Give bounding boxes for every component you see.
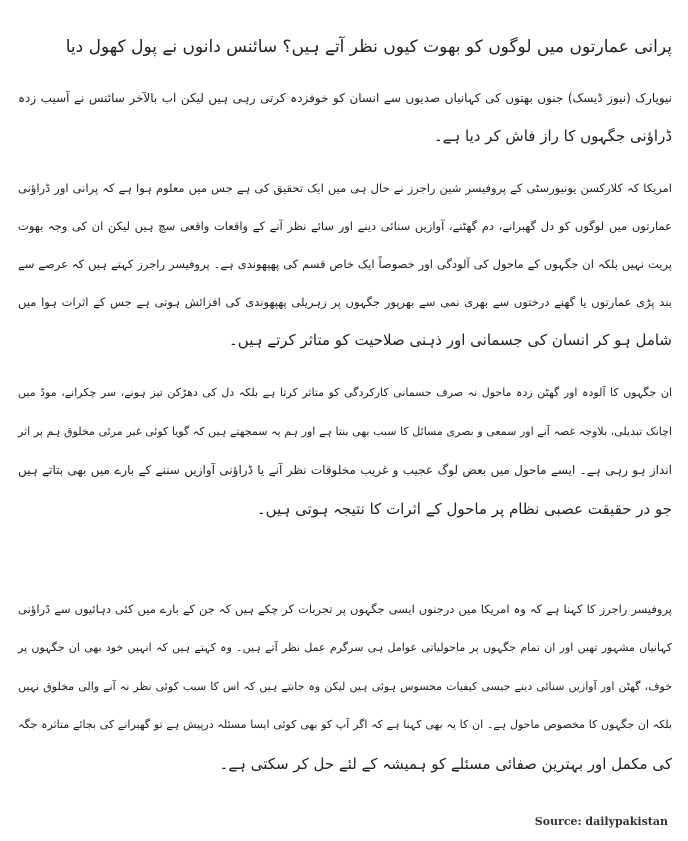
paragraph-1-line: ڈراؤنی جگہوں کا راز فاش کر دیا ہے۔ <box>433 127 672 145</box>
paragraph-2-line: امریکا کہ کلارکسن یونیورسٹی کے پروفیسر شین راجرز نے حال ہی میں ایک تحقیق کی ہے جس میں معلوم ہوا ہے کہ پرانی اور ڈراؤنی <box>18 181 672 195</box>
paragraph-4-line: بلکہ ان جگہوں کا مخصوص ماحول ہے۔ ان کا یہ بھی کہنا ہے کہ اگر آپ کو بھی کوئی ایسا مسئلہ درپیش ہے تو گھبرانے کی بجائے متاثرہ جگہ <box>18 718 672 731</box>
paragraph-2-line: پریت نہیں بلکہ ان جگہوں کے ماحول کی آلودگی اور خصوصاً ایک خاص قسم کی پھپھوندی ہے۔ پروفیسر راجرز کہتے ہیں کہ عرصے سے <box>18 257 672 271</box>
paragraph-4-line: کہانیاں مشہور تھیں اور ان تمام جگہوں پر ماحولیاتی عوامل ہی سرگرم عمل نظر آتے ہیں۔ وہ کہتے ہیں کہ انہیں خود بھی ان جگہوں پر <box>18 641 672 654</box>
paragraph-4-line: کی مکمل اور بہترین صفائی مسئلے کو ہمیشہ کے لئے حل کر سکتی ہے۔ <box>219 755 672 773</box>
paragraph-2-line: بند پڑی عمارتوں یا گھنے درختوں سے بھری نمی سے بھرپور جگہوں پر زہریلی پھپھوندی کی افزائش ہوتی ہے جس کے اثرات ہوا میں <box>18 295 672 309</box>
paragraph-1-line: نیویارک (نیوز ڈیسک) جنوں بھتوں کی کہانیاں صدیوں سے انسان کو خوفزدہ کرتی رہی ہیں لیکن اب بالآخر سائنس نے آسیب زدہ <box>18 91 672 105</box>
paragraph-2-line: عمارتوں میں لوگوں کو دل گھبرانے، دم گھٹنے، آوازیں سنائی دینے اور سائے نظر آنے کے واقعات واقعی سچ ہیں لیکن ان کی وجہ بھوت <box>18 219 672 233</box>
paragraph-4-line: خوف، گھٹن اور آوازیں سنائی دینے جیسی کیفیات محسوس ہوئی ہیں لیکن وہ جانتے ہیں کہ اس کا سبب کوئی نظر نہ آنے والی مخلوق نہیں <box>18 680 672 693</box>
paragraph-3-line: انداز ہو رہی ہے۔ ایسے ماحول میں بعض لوگ عجیب و غریب مخلوقات نظر آنے یا ڈراؤنی آوازیں سننے کے بارے میں بھی بتاتے ہیں <box>18 463 672 477</box>
article-title: پرانی عمارتوں میں لوگوں کو بھوت کیوں نظر آتے ہیں؟ سائنس دانوں نے پول کھول دیا <box>65 37 672 57</box>
source-credit: Source: dailypakistan <box>534 815 668 828</box>
paragraph-3-line: ان جگہوں کا آلودہ اور گھٹن زدہ ماحول نہ صرف جسمانی کارکردگی کو متاثر کرتا ہے بلکہ دل کی دھڑکن تیز ہونے، سر چکرانے، موڈ میں <box>18 386 672 399</box>
paragraph-3-line: جو در حقیقت عصبی نظام پر ماحول کے اثرات کا نتیجہ ہوتی ہیں۔ <box>256 500 672 518</box>
paragraph-2-line: شامل ہو کر انسان کی جسمانی اور ذہنی صلاحیت کو متاثر کرتے ہیں۔ <box>229 331 672 349</box>
paragraph-3-line: اچانک تبدیلی، بلاوجہ غصہ آنے اور سمعی و بصری مسائل کا سبب بھی بنتا ہے اور ہم یہ سمجھتے ہیں کہ گویا کوئی غیر مرئی مخلوق ہم پر اثر <box>18 425 672 438</box>
paragraph-4-line: پروفیسر راجرز کا کہنا ہے کہ وہ امریکا میں درجنوں ایسی جگہوں پر تجربات کر چکے ہیں کہ جن کے بارے میں کئی دہائیوں سے ڈراؤنی <box>18 602 672 616</box>
